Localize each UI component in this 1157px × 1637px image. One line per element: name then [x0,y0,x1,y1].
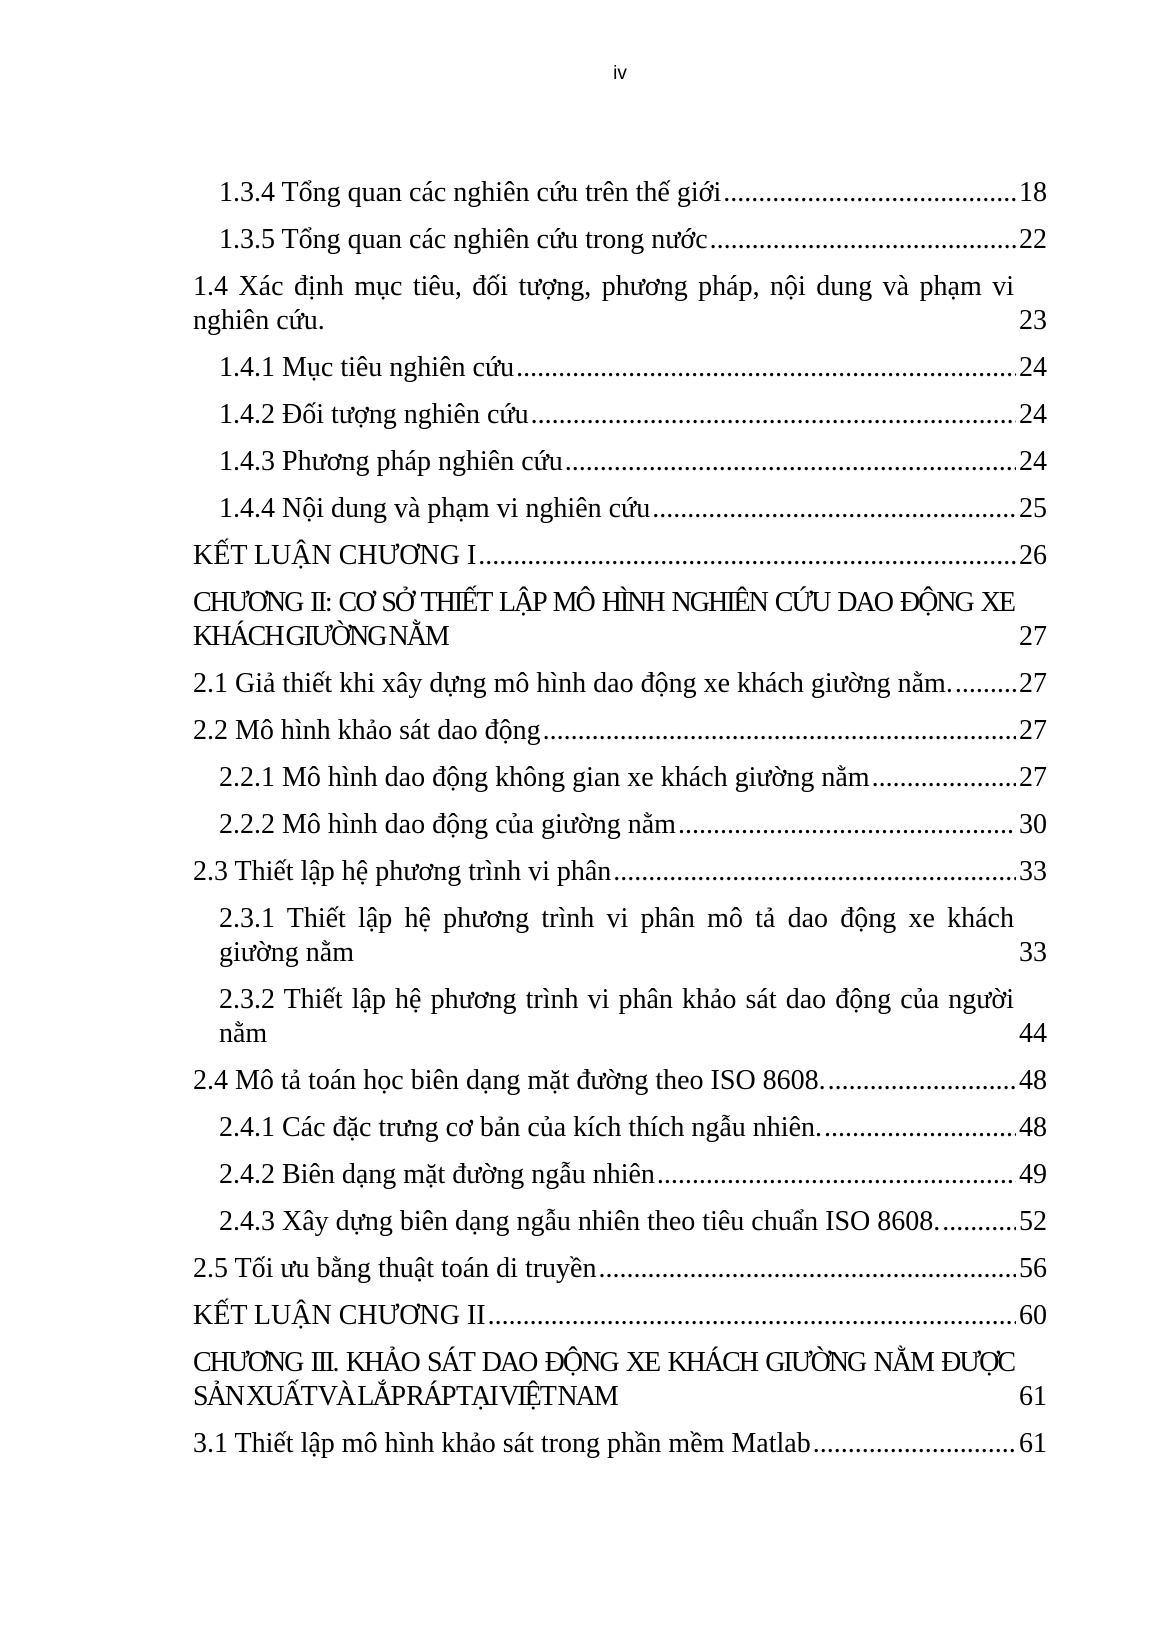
toc-entry [219,1158,1047,1192]
page-number: iv [613,63,627,84]
toc-dot-leader [826,1064,1016,1098]
toc-entry [193,1064,1047,1098]
toc-entry-pagenum: 49 [1019,1159,1047,1190]
toc-entry-pagenum: 27 [1019,621,1047,652]
toc-entry-text: 2.2 Mô hình khảo sát dao động [193,715,541,746]
toc-entry-text: 1.4.3 Phương pháp nghiên cứu [219,446,563,477]
toc-entry-text: KẾT LUẬN CHƯƠNG II [193,1300,486,1331]
toc-entry [219,902,1047,970]
toc-entry-text: 1.4 Xác định mục tiêu, đối tượng, phương pháp, nội dung và phạm vi nghiên cứu. [193,271,1014,336]
toc-entry-pagenum: 22 [1019,224,1047,255]
toc-entry [219,351,1047,385]
toc-entry [193,667,1047,701]
toc-entry-pagenum: 60 [1019,1300,1047,1331]
toc-dot-leader [486,1299,1016,1333]
toc-dot-leader [655,1158,1016,1192]
toc-entry [193,855,1047,889]
toc-entry-text: 2.2.2 Mô hình dao động của giường nằm [219,809,676,840]
toc-dot-leader [541,714,1016,748]
toc-entry-pagenum: 18 [1019,177,1047,208]
toc-entry-text: 1.4.1 Mục tiêu nghiên cứu [219,352,515,383]
toc-entry [193,1252,1047,1286]
toc-entry-pagenum: 27 [1019,715,1047,746]
toc-dot-leader [529,398,1016,432]
toc-entry-text: 3.1 Thiết lập mô hình khảo sát trong phần mềm Matlab [193,1428,811,1459]
toc-dot-leader [514,351,1016,385]
toc-entry-text: CHƯƠNG II: CƠ SỞ THIẾT LẬP MÔ HÌNH NGHIÊN CỨU DAO ĐỘNG XE KHÁCH GIƯỜNG NẰM [193,587,1014,652]
toc-entry-pagenum: 24 [1019,399,1047,430]
toc-entry-pagenum: 27 [1019,668,1047,699]
toc-dot-leader [476,539,1016,573]
toc-dot-leader [870,761,1016,795]
toc-dot-leader [953,667,1016,701]
toc-entry-pagenum: 61 [1019,1381,1047,1412]
toc-entry-pagenum: 56 [1019,1253,1047,1284]
toc-entry-text: 2.3 Thiết lập hệ phương trình vi phân [193,856,612,887]
toc-dot-leader [611,855,1016,889]
toc-dot-leader [811,1427,1016,1461]
toc-entry [193,586,1047,654]
toc-entry-pagenum: 27 [1019,762,1047,793]
toc-entry [219,1111,1047,1145]
toc-entry-text: 2.4.2 Biên dạng mặt đường ngẫu nhiên [219,1159,655,1190]
toc-entry [193,539,1047,573]
toc-entry [219,492,1047,526]
toc-dot-leader [721,176,1016,210]
toc-entry-text: 2.2.1 Mô hình dao động không gian xe khách giường nằm [219,762,870,793]
toc-entry-text: 1.3.4 Tổng quan các nghiên cứu trên thế giới [219,177,722,208]
toc-entry [193,1346,1047,1414]
toc-entry [219,398,1047,432]
toc-entry-text: 2.4.1 Các đặc trưng cơ bản của kích thích ngẫu nhiên. [219,1112,823,1143]
toc-entry-pagenum: 48 [1019,1065,1047,1096]
toc-entry [219,983,1047,1051]
toc-dot-leader [708,223,1016,257]
toc-entry [193,1299,1047,1333]
toc-entry [193,1427,1047,1461]
toc-entry-text: 2.1 Giả thiết khi xây dựng mô hình dao động xe khách giường nằm. [193,668,953,699]
toc-dot-leader [563,445,1016,479]
toc-entry-pagenum: 48 [1019,1112,1047,1143]
toc-entry-text: 2.3.1 Thiết lập hệ phương trình vi phân mô tả dao động xe khách giường nằm [219,903,1014,968]
toc-entry-pagenum: 26 [1019,540,1047,571]
toc-entry-pagenum: 33 [1019,937,1047,968]
toc-entry-text: 2.5 Tối ưu bằng thuật toán di truyền [193,1253,597,1284]
toc-dot-leader [940,1205,1016,1239]
toc-entry-pagenum: 24 [1019,352,1047,383]
toc-entry-pagenum: 25 [1019,493,1047,524]
toc-entry-pagenum: 23 [1019,305,1047,336]
toc-entry-text: 2.4 Mô tả toán học biên dạng mặt đường theo ISO 8608. [193,1065,826,1096]
toc-entry-pagenum: 33 [1019,856,1047,887]
toc-dot-leader [596,1252,1016,1286]
toc-dot-leader [822,1111,1016,1145]
toc-entry [219,223,1047,257]
toc-entry-text: CHƯƠNG III. KHẢO SÁT DAO ĐỘNG XE KHÁCH GIƯỜNG NẰM ĐƯỢC SẢN XUẤT VÀ LẮP RÁP TẠI VIỆT NAM [193,1347,1014,1412]
toc-entry-text: 1.4.4 Nội dung và phạm vi nghiên cứu [219,493,651,524]
toc-dot-leader [676,808,1016,842]
toc-entry-pagenum: 30 [1019,809,1047,840]
toc-entry-text: 2.4.3 Xây dựng biên dạng ngẫu nhiên theo tiêu chuẩn ISO 8608. [219,1206,941,1237]
toc-entry-pagenum: 44 [1019,1018,1047,1049]
toc-entry [193,270,1047,338]
toc-dot-leader [650,492,1016,526]
toc-entry-text: 2.3.2 Thiết lập hệ phương trình vi phân khảo sát dao động của người nằm [219,984,1014,1049]
toc-entry-text: 1.4.2 Đối tượng nghiên cứu [219,399,529,430]
toc-entry [219,1205,1047,1239]
toc-entry-pagenum: 61 [1019,1428,1047,1459]
toc-entry [219,176,1047,210]
toc-entry [219,808,1047,842]
toc-entry [193,714,1047,748]
toc-entry-text: 1.3.5 Tổng quan các nghiên cứu trong nước [219,224,708,255]
toc-entry [219,445,1047,479]
toc-entry-pagenum: 24 [1019,446,1047,477]
toc-entry-text: KẾT LUẬN CHƯƠNG I [193,540,477,571]
toc-entry-pagenum: 52 [1019,1206,1047,1237]
toc-entry [219,761,1047,795]
toc-list [193,176,1047,1461]
